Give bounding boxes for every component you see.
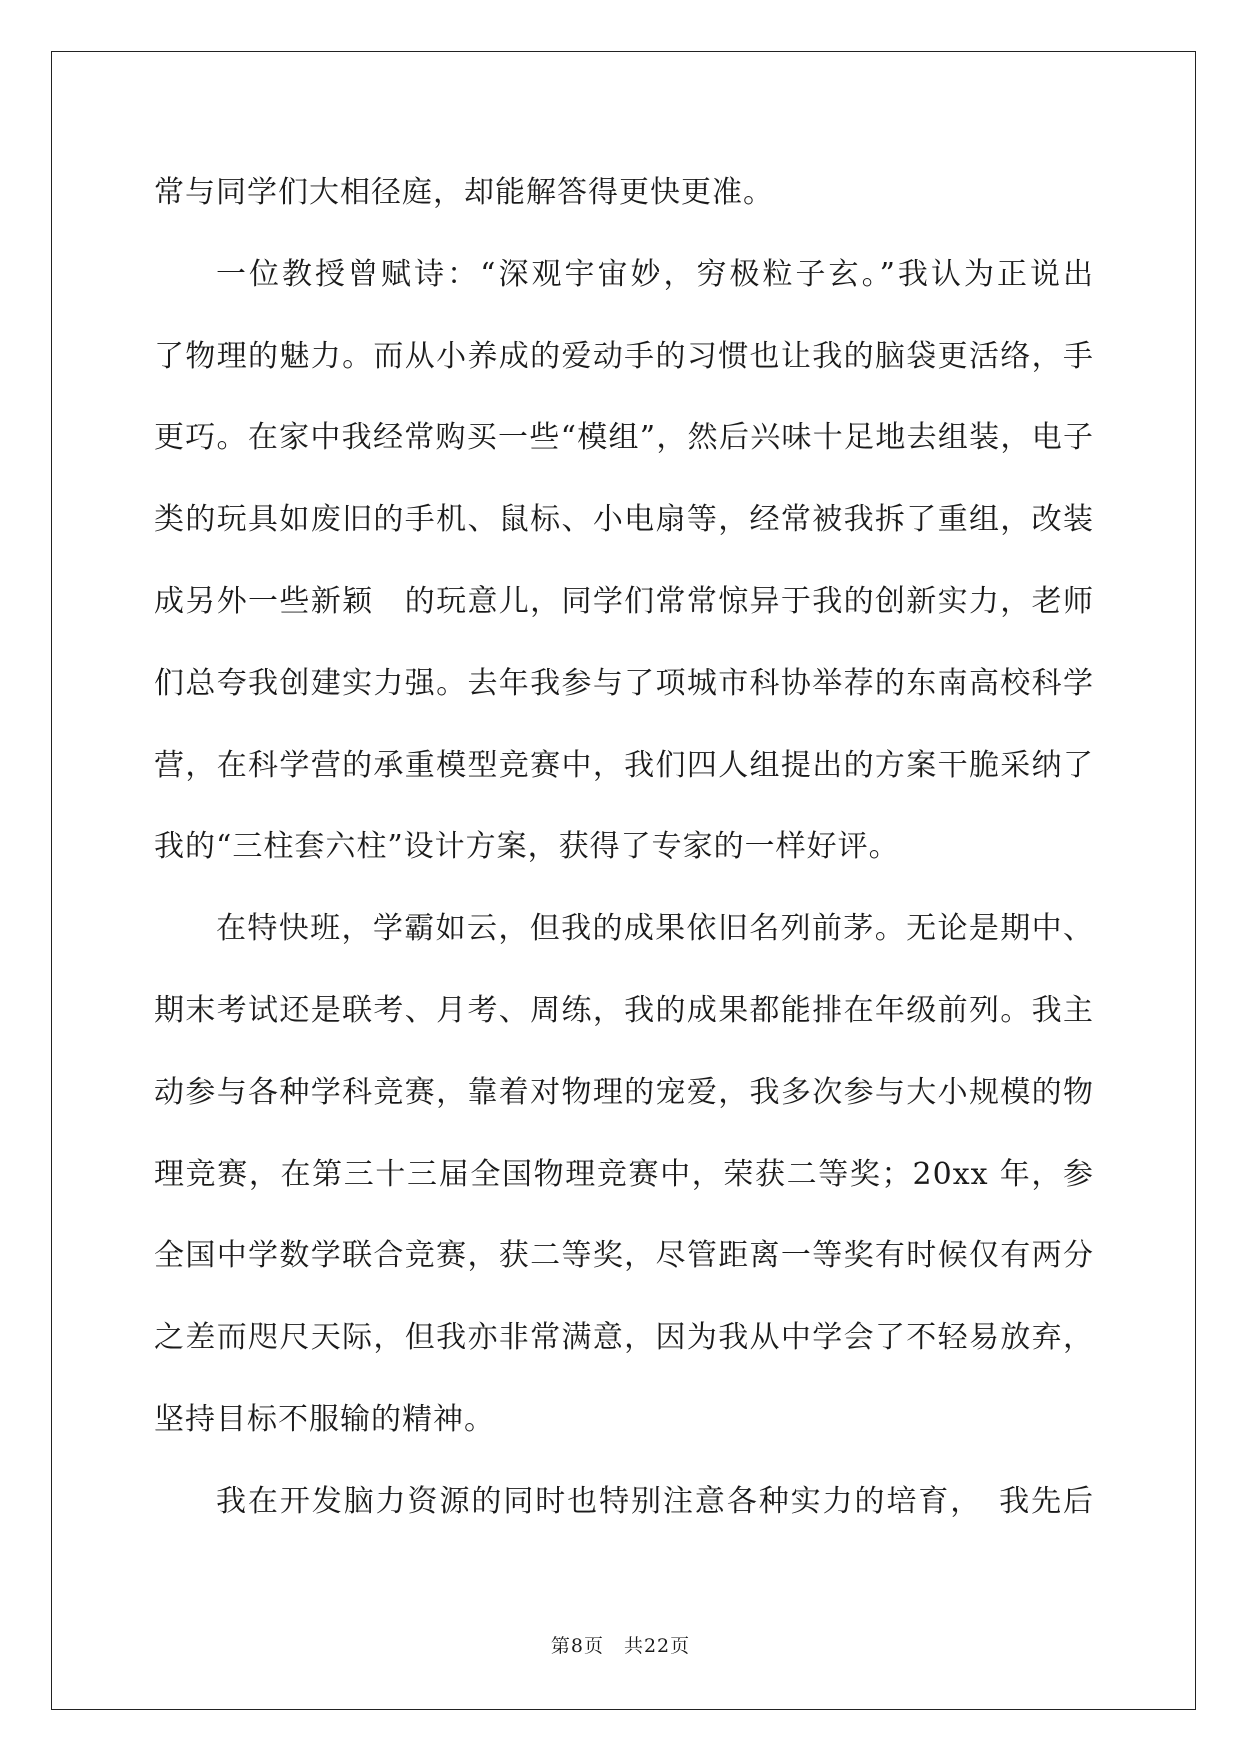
text-line: 成另外一些新颖 的玩意儿，同学们常常惊异于我的创新实力，老师 — [154, 583, 1094, 619]
page-number-footer: 第8页 共22页 — [550, 1635, 691, 1657]
text-line: 全国中学数学联合竞赛，获二等奖，尽管距离一等奖有时候仅有两分 — [154, 1238, 1094, 1274]
text-line: 我在开发脑力资源的同时也特别注意各种实力的培育， 我先后 — [216, 1483, 1094, 1519]
text-line: 之差而咫尺天际，但我亦非常满意，因为我从中学会了不轻易放弃， — [154, 1320, 1094, 1356]
text-line: 常与同学们大相径庭，却能解答得更快更准。 — [154, 175, 774, 210]
text-line: 营，在科学营的承重模型竞赛中，我们四人组提出的方案干脆采纳了 — [154, 747, 1094, 783]
text-line: 期末考试还是联考、月考、周练，我的成果都能排在年级前列。我主 — [154, 992, 1094, 1028]
text-line: 类的玩具如废旧的手机、鼠标、小电扇等，经常被我拆了重组，改装 — [154, 502, 1094, 538]
text-line: 了物理的魅力。而从小养成的爱动手的习惯也让我的脑袋更活络，手 — [154, 338, 1094, 374]
text-line: 理竞赛，在第三十三届全国物理竞赛中，荣获二等奖；20xx 年，参 — [154, 1156, 1094, 1192]
text-line: 在特快班，学霸如云，但我的成果依旧名列前茅。无论是期中、 — [216, 911, 1094, 947]
text-line: 动参与各种学科竞赛，靠着对物理的宠爱，我多次参与大小规模的物 — [154, 1074, 1094, 1110]
text-line: 们总夸我创建实力强。去年我参与了项城市科协举荐的东南高校科学 — [154, 665, 1094, 701]
text-line: 我的“三柱套六柱”设计方案，获得了专家的一样好评。 — [154, 829, 900, 865]
body-text — [154, 152, 1094, 1543]
text-line: 一位教授曾赋诗：“深观宇宙妙，穷极粒子玄。”我认为正说出 — [216, 256, 1094, 292]
text-line: 更巧。在家中我经常购买一些“模组”，然后兴味十足地去组装，电子 — [154, 420, 1094, 456]
text-line: 坚持目标不服输的精神。 — [154, 1401, 495, 1437]
